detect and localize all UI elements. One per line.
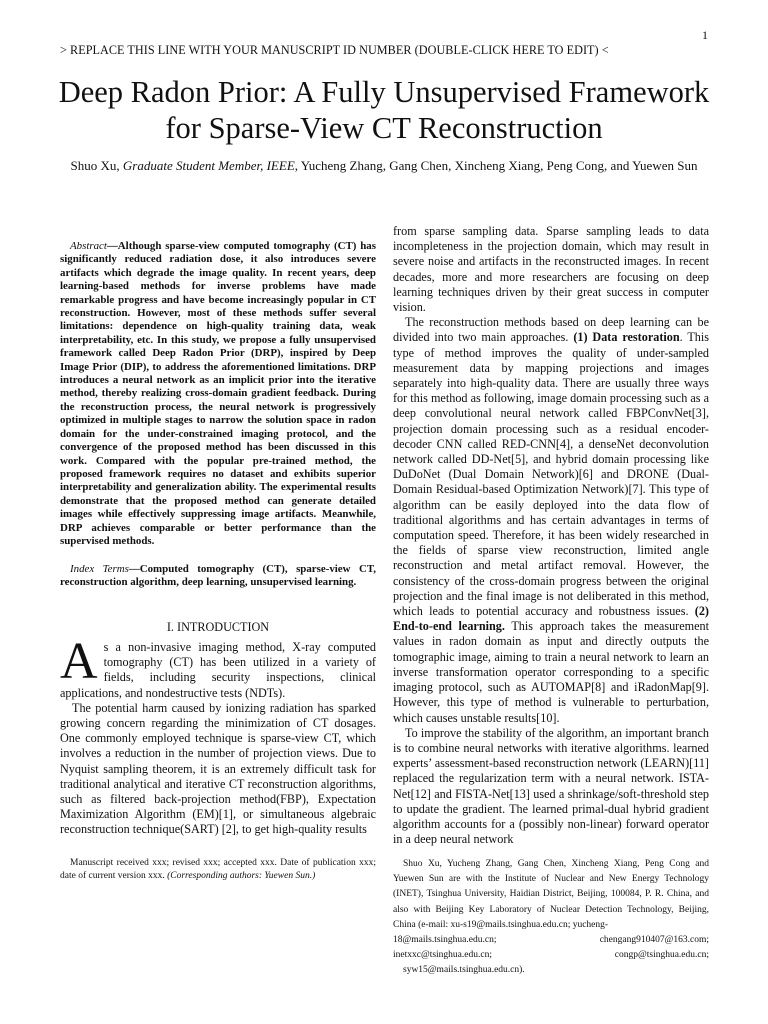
footnote-right — [393, 857, 709, 979]
abstract-lead: Abstract — [70, 240, 107, 252]
p2-part-a: The reconstruction methods based on deep learning can be divided into two main approaches. — [393, 315, 709, 345]
manuscript-id-line[interactable]: > REPLACE THIS LINE WITH YOUR MANUSCRIPT ID NUMBER (DOUBLE-CLICK HERE TO EDIT) < — [60, 43, 609, 57]
email: inetxxc@tsinghua.edu.cn; — [393, 950, 492, 961]
footnote-left — [60, 857, 376, 882]
author-affiliation: Graduate Student Member, IEEE — [122, 158, 295, 173]
page-number: 1 — [702, 28, 708, 42]
data-restoration-label: (1) Data restoration — [573, 330, 680, 345]
right-paragraph-2 — [393, 315, 709, 725]
abstract — [60, 240, 376, 548]
author-list — [55, 158, 713, 174]
email: 18@mails.tsinghua.edu.cn; — [393, 935, 497, 946]
intro-body — [60, 633, 376, 838]
index-terms-lead: Index Terms — [70, 563, 129, 575]
right-paragraph-3: To improve the stability of the algorithm, an important branch is to combine neural networks with iterative algorithms. learned experts’ assessment-based reconstruction network (LEARN)[11] replaced the regularization term with a neural network. ISTA-Net[12] and FISTA-Net[13] used a shrinkage/soft-threshold step to update the gradient. The learned primal-dual hybrid gradient algorithm accounts for a (possibly non-linear) forward operator in a deep neural network — [393, 725, 709, 847]
section-heading: I. INTRODUCTION — [166, 620, 270, 634]
abstract-text: —Although sparse-view computed tomography (CT) has significantly reduced radiation dose, it also introduces severe artifacts which degrade the image quality. In recent years, deep learning-based methods for inverse problems have made remarkable progress and have become increasingly popular in CT reconstruction. However, most of these methods suffer several limitations: dependence on high-quality training data, weak interpretability, etc. In this study, we propose a fully unsupervised framework called Deep Radon Prior (DRP), inspired by Deep Image Prior (DIP), to address the aforementioned limitations. DRP introduces a neural network as an implicit prior into the iterative method, thereby realizing cross-domain gradient feedback. During the reconstruction process, the neural network is progressively optimized in multiple stages to narrow the solution space in radon domain for the under-constrained imaging protocol, and the convergence of the proposed method has been discussed in this work. Compared with the popular pre-trained method, the proposed framework requires no dataset and exhibits superior interpretability and generalization ability. The experimental results demonstrate that the proposed method can generate detailed images while effectively suppressing image artifacts. Meanwhile, DRP achieves comparable or better performance than the supervised methods. — [60, 240, 376, 547]
email-row — [393, 948, 709, 963]
p2-part-c: . This type of method improves the quality of under-sampled measurement data by mapping projections and images separately into high-quality data. There are usually three ways for this method as following, image domain processing such as a deep convolutional neural network called FBPConvNet[3], projection domain processing such as a residual encoder-decoder CNN called RED-CNN[4], a denseNet deconvolution network called DD-Net[5], and hybrid domain processing like DuDoNet (Dual Domain Network)[6] and DRONE (Dual-Domain Residual-based Optimization Network)[7]. This type of algorithm can be easily deployed into the data flow of traditional algorithms and has certain advantages in terms of computation speed. Therefore, it has been widely researched in the fields of sparse view reconstruction, limited angle reconstruction and metal artifact removal. However, the consistency of the cross-domain progress between the original projection and the final image is not deliberated in this method, which leads to potential accuracy and robustness issues. — [393, 330, 709, 619]
author-rest: , Yucheng Zhang, Gang Chen, Xincheng Xiang, Peng Cong, and Yuewen Sun — [294, 158, 698, 173]
footnote-left-corresponding: (Corresponding authors: Yuewen Sun.) — [167, 870, 316, 881]
right-paragraph-1: from sparse sampling data. Sparse sampling leads to data incompleteness in the projection domain, which may result in severe noise and artifacts in the reconstructed images. In recent decades, more and more researchers are focusing on deep learning techniques driven by their great success in computer vision. — [393, 224, 709, 315]
email-row — [393, 933, 709, 948]
footnote-left-text: Manuscript received xxx; revised xxx; accepted xxx. Date of publication xxx; date of current version xxx. — [60, 858, 376, 881]
index-terms — [60, 563, 376, 590]
email: syw15@mails.tsinghua.edu.cn). — [403, 965, 525, 976]
intro-paragraph-1: s a non-invasive imaging method, X-ray computed tomography (CT) has been utilized in a variety of fields, including security inspections, clinical applications, and nondestructive tests (NDTs). — [60, 640, 376, 700]
paper-title: Deep Radon Prior: A Fully Unsupervised Framework for Sparse-View CT Reconstruction — [58, 75, 710, 145]
right-column — [393, 224, 709, 847]
intro-paragraph-2: The potential harm caused by ionizing radiation has sparked growing concern regarding the minimization of CT dosages. One commonly employed technique is sparse-view CT, which involves a reduction in the number of projection views. Due to Nyquist sampling theorem, it is an extremely difficult task for traditional analytical and iterative CT reconstruction algorithms, such as filtered back-projection method(FBP), Expectation Maximization Algorithm (EM)[1], or simultaneous algebraic reconstruction technique(SART) [2], to get high-quality results — [60, 700, 376, 837]
email: chengang910407@163.com; — [599, 935, 709, 946]
author-first: Shuo Xu, — [70, 158, 123, 173]
p2-part-d: This approach takes the measurement values in radon domain as input and directly outputs the tomographic image, aiming to train a neural network to learn an inverse transformation operator corresponding to a specific imaging protocol, such as AUTOMAP[8] and iRadonMap[9]. However, this type of method is vulnerable to perturbation, which causes unstable results[10]. — [393, 619, 709, 725]
index-terms-text: —Computed tomography (CT), sparse-view CT, reconstruction algorithm, deep learning, unsupervised learning. — [60, 563, 376, 589]
end-to-end-label: (2) End-to-end learning. — [393, 604, 709, 634]
footnote-right-text: Shuo Xu, Yucheng Zhang, Gang Chen, Xincheng Xiang, Peng Cong and Yuewen Sun are with the Institute of Nuclear and New Energy Technology (INET), Tsinghua University, Haidian District, Beijing, 100084, P. R. China, and also with Beijing Key Laboratory of Nuclear Detection Technology, Beijing, China (e-mail: xu-s19@mails.tsinghua.edu.cn; yucheng- — [393, 859, 709, 930]
drop-cap: A — [60, 633, 98, 690]
email: congp@tsinghua.edu.cn; — [614, 950, 709, 961]
